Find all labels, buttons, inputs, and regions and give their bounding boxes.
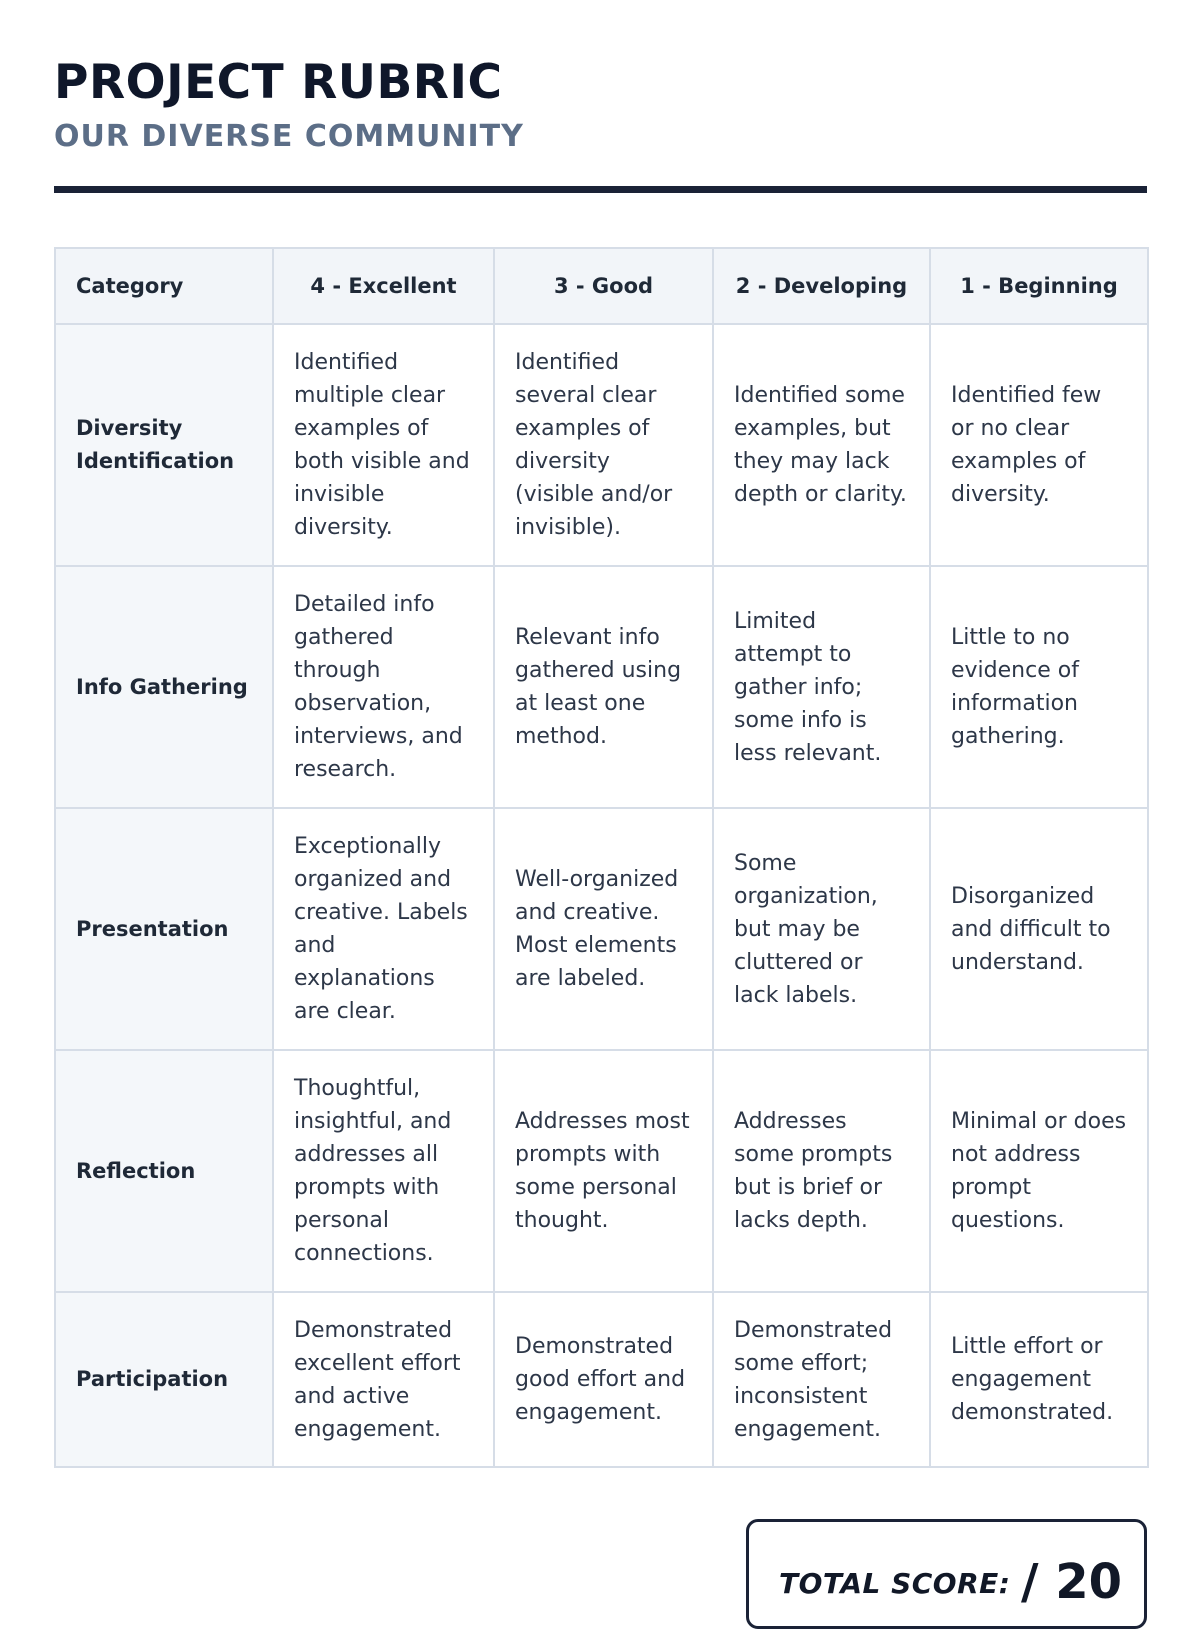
total-score-value: / 20: [1021, 1554, 1123, 1610]
column-header-excellent: 4 - Excellent: [273, 248, 494, 324]
criteria-cell: Limited attempt to gather info; some info is less relevant.: [713, 566, 930, 808]
table-row: [55, 1292, 1148, 1467]
page-subtitle: OUR DIVERSE COMMUNITY: [54, 119, 524, 154]
criteria-cell: Identified some examples, but they may lack depth or clarity.: [713, 324, 930, 566]
criteria-cell: Identified multiple clear examples of both visible and invisible diversity.: [273, 324, 494, 566]
table-row: [55, 808, 1148, 1050]
table-row: [55, 1050, 1148, 1292]
table-header-row: [55, 248, 1148, 324]
table-row: [55, 324, 1148, 566]
criteria-cell: Minimal or does not address prompt questions.: [930, 1050, 1148, 1292]
criteria-cell: Demonstrated excellent effort and active engagement.: [273, 1292, 494, 1467]
criteria-cell: Little to no evidence of information gathering.: [930, 566, 1148, 808]
criteria-cell: Some organization, but may be cluttered or lack labels.: [713, 808, 930, 1050]
criteria-cell: Thoughtful, insightful, and addresses all prompts with personal connections.: [273, 1050, 494, 1292]
criteria-cell: Demonstrated some effort; inconsistent engagement.: [713, 1292, 930, 1467]
table-row: [55, 566, 1148, 808]
criteria-cell: Relevant info gathered using at least one method.: [494, 566, 713, 808]
category-cell: Diversity Identification: [55, 324, 273, 566]
page-title: PROJECT RUBRIC: [54, 55, 503, 110]
category-cell: Info Gathering: [55, 566, 273, 808]
criteria-cell: Well-organized and creative. Most elements are labeled.: [494, 808, 713, 1050]
category-cell: Reflection: [55, 1050, 273, 1292]
total-score-label: TOTAL SCORE:: [779, 1567, 1011, 1600]
rubric-table: [54, 247, 1149, 1468]
column-header-developing: 2 - Developing: [713, 248, 930, 324]
criteria-cell: Disorganized and difficult to understand.: [930, 808, 1148, 1050]
criteria-cell: Identified few or no clear examples of diversity.: [930, 324, 1148, 566]
criteria-cell: Demonstrated good effort and engagement.: [494, 1292, 713, 1467]
criteria-cell: Little effort or engagement demonstrated.: [930, 1292, 1148, 1467]
category-cell: Presentation: [55, 808, 273, 1050]
column-header-category: Category: [55, 248, 273, 324]
header-divider: [54, 186, 1147, 193]
criteria-cell: Exceptionally organized and creative. Labels and explanations are clear.: [273, 808, 494, 1050]
column-header-good: 3 - Good: [494, 248, 713, 324]
criteria-cell: Identified several clear examples of diversity (visible and/or invisible).: [494, 324, 713, 566]
category-cell: Participation: [55, 1292, 273, 1467]
column-header-beginning: 1 - Beginning: [930, 248, 1148, 324]
total-score-box: [746, 1519, 1147, 1629]
criteria-cell: Addresses some prompts but is brief or lacks depth.: [713, 1050, 930, 1292]
criteria-cell: Detailed info gathered through observation, interviews, and research.: [273, 566, 494, 808]
criteria-cell: Addresses most prompts with some personal thought.: [494, 1050, 713, 1292]
